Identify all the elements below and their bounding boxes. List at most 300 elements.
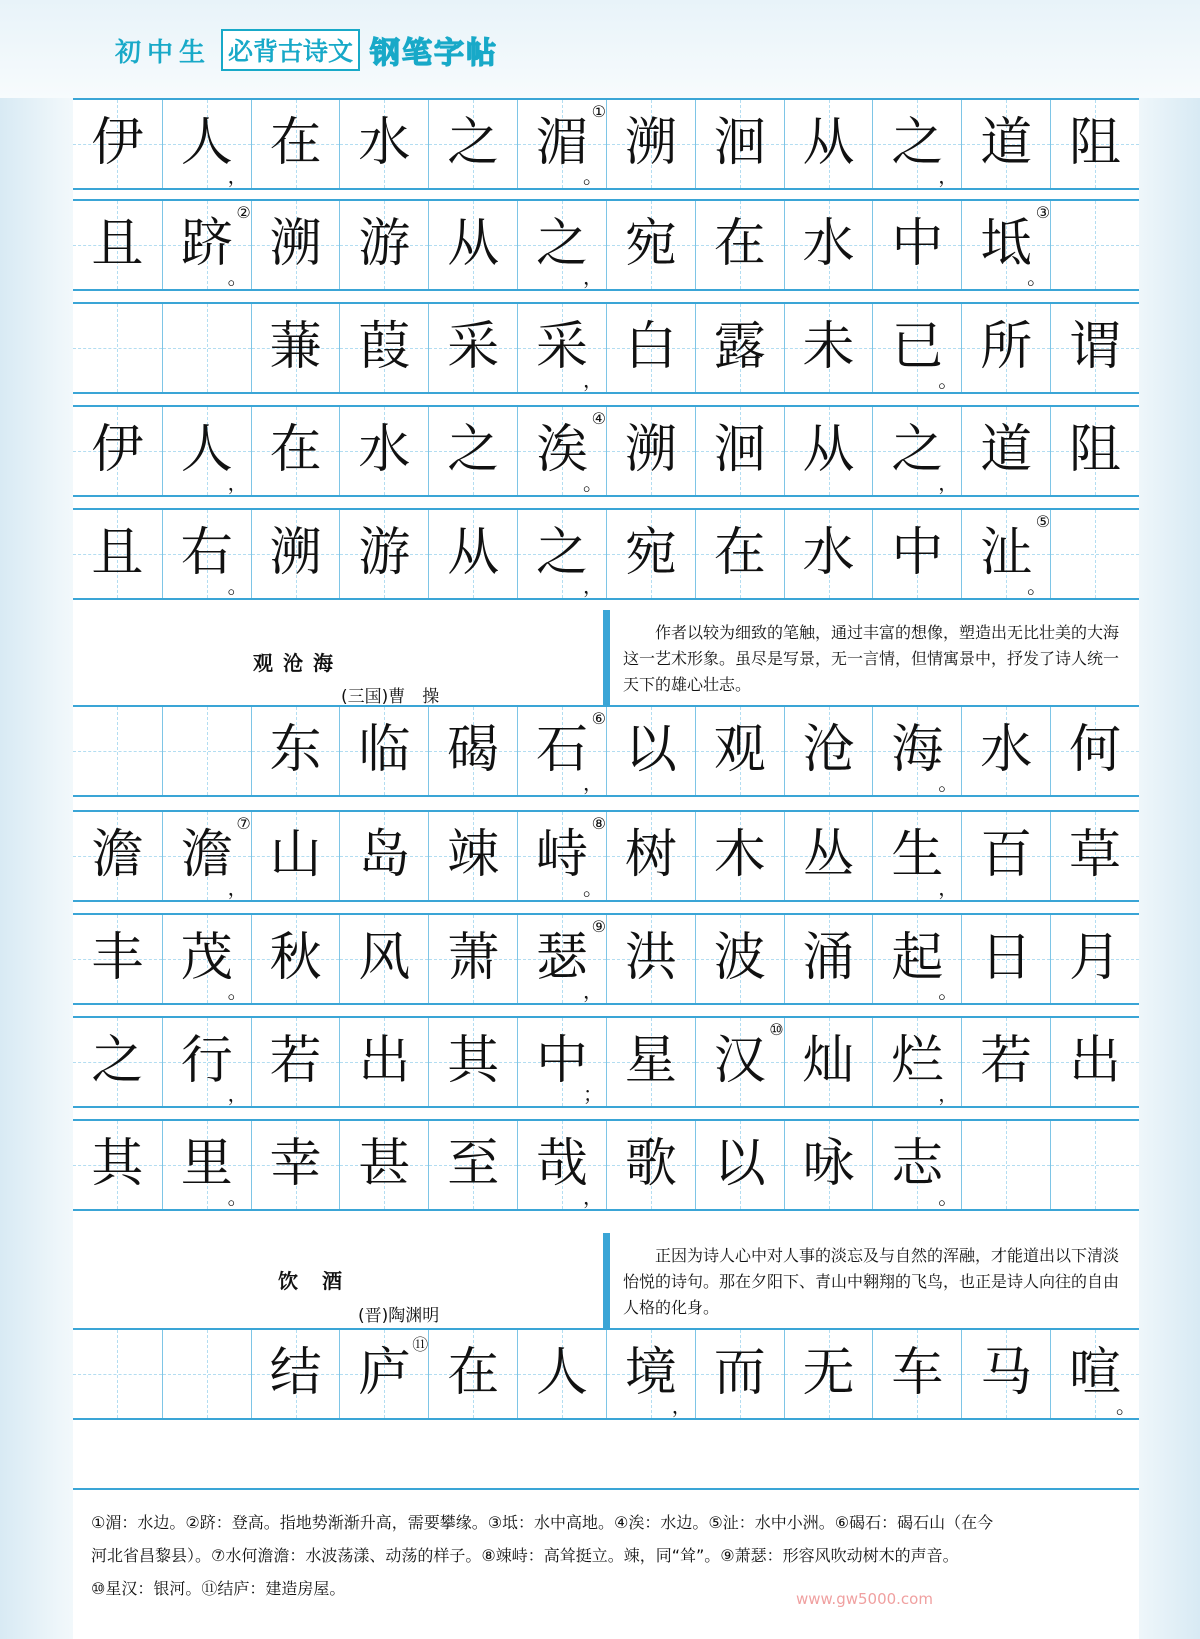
grid-cell xyxy=(606,915,695,1003)
character: 至 xyxy=(447,1134,500,1194)
grid-cell xyxy=(606,1121,695,1209)
grid-row xyxy=(73,1328,1139,1420)
character: 坻 xyxy=(980,214,1033,274)
grid-cell xyxy=(251,1018,340,1106)
grid-cell xyxy=(339,510,428,598)
grid-cell xyxy=(339,915,428,1003)
character: 出 xyxy=(358,1031,411,1091)
grid-cell xyxy=(1050,915,1139,1003)
punctuation: 。 xyxy=(582,164,603,188)
grid-cell xyxy=(428,510,517,598)
character: 露 xyxy=(713,317,766,377)
character: 水 xyxy=(358,420,411,480)
grid-cell xyxy=(517,1330,606,1418)
grid-cell xyxy=(251,707,340,795)
grid-row xyxy=(73,705,1139,797)
character: 车 xyxy=(891,1343,944,1403)
grid-cell xyxy=(73,812,162,900)
punctuation: 。 xyxy=(227,1185,248,1209)
character: 之 xyxy=(447,420,500,480)
character: 若 xyxy=(980,1031,1033,1091)
grid-row xyxy=(73,1016,1139,1108)
watermark: www.gw5000.com xyxy=(796,1590,933,1608)
grid-cell xyxy=(606,407,695,495)
character: 百 xyxy=(980,825,1033,885)
character: 无 xyxy=(802,1343,855,1403)
character: 从 xyxy=(802,420,855,480)
character: 水 xyxy=(358,113,411,173)
punctuation: ， xyxy=(227,1082,248,1106)
character: 行 xyxy=(180,1031,233,1091)
grid-cell xyxy=(428,915,517,1003)
character: 东 xyxy=(269,720,322,780)
grid-cell xyxy=(784,707,873,795)
grid-cell xyxy=(251,1330,340,1418)
punctuation: 。 xyxy=(582,471,603,495)
grid-cell xyxy=(517,407,606,495)
grid-cell xyxy=(251,915,340,1003)
character: 且 xyxy=(91,523,144,583)
grid-cell xyxy=(784,915,873,1003)
grid-cell xyxy=(73,100,162,188)
character: 歌 xyxy=(624,1134,677,1194)
grid-row xyxy=(73,98,1139,190)
character: 溯 xyxy=(624,420,677,480)
grid-cell xyxy=(961,1121,1050,1209)
grid-cell xyxy=(162,915,251,1003)
punctuation: 。 xyxy=(938,1185,959,1209)
character: 从 xyxy=(802,113,855,173)
grid-cell xyxy=(73,707,162,795)
grid-cell xyxy=(162,1330,251,1418)
note-marker: ⑧ xyxy=(591,814,606,833)
character: 哉 xyxy=(536,1134,589,1194)
character: 从 xyxy=(447,523,500,583)
grid-cell xyxy=(961,812,1050,900)
grid-cell xyxy=(784,1018,873,1106)
character: 阻 xyxy=(1069,420,1122,480)
grid-row xyxy=(73,302,1139,394)
poem3-author: (晋)陶渊明 xyxy=(358,1306,440,1326)
character: 之 xyxy=(891,113,944,173)
grid-cell xyxy=(784,510,873,598)
grid-row xyxy=(73,810,1139,902)
note-marker: ⑦ xyxy=(236,814,251,833)
character: 溯 xyxy=(624,113,677,173)
character: 未 xyxy=(802,317,855,377)
character: 在 xyxy=(269,420,322,480)
punctuation: 。 xyxy=(938,979,959,1003)
character: 沧 xyxy=(802,720,855,780)
grid-cell xyxy=(606,304,695,392)
grid-cell xyxy=(162,100,251,188)
book-title-boxed: 必背古诗文 xyxy=(221,29,360,71)
character: 蒹 xyxy=(269,317,322,377)
character: 日 xyxy=(980,928,1033,988)
grid-cell xyxy=(428,201,517,289)
character: 岛 xyxy=(358,825,411,885)
grid-cell xyxy=(339,812,428,900)
punctuation: 。 xyxy=(938,771,959,795)
character: 涌 xyxy=(802,928,855,988)
character: 澹 xyxy=(180,825,233,885)
character: 道 xyxy=(980,113,1033,173)
character: 溯 xyxy=(269,214,322,274)
character: 烂 xyxy=(891,1031,944,1091)
note-marker: ⑥ xyxy=(591,709,606,728)
grid-cell xyxy=(606,510,695,598)
character: 木 xyxy=(713,825,766,885)
note-marker: ⑨ xyxy=(591,917,606,936)
character: 咏 xyxy=(802,1134,855,1194)
grid-cell xyxy=(961,1330,1050,1418)
grid-cell xyxy=(1050,510,1139,598)
poem3-title: 饮酒 xyxy=(278,1269,366,1293)
character: 风 xyxy=(358,928,411,988)
character: 碣 xyxy=(447,720,500,780)
grid-cell xyxy=(428,407,517,495)
grid-cell xyxy=(695,1330,784,1418)
character: 人 xyxy=(536,1343,589,1403)
character: 已 xyxy=(891,317,944,377)
grid-cell xyxy=(695,1121,784,1209)
grid-cell xyxy=(428,100,517,188)
grid-cell xyxy=(162,812,251,900)
grid-cell xyxy=(251,304,340,392)
grid-cell xyxy=(784,201,873,289)
character: 澹 xyxy=(91,825,144,885)
grid-cell xyxy=(339,100,428,188)
grid-cell xyxy=(961,407,1050,495)
grid-cell xyxy=(872,304,961,392)
grid-cell xyxy=(428,1330,517,1418)
character: 洪 xyxy=(624,928,677,988)
character: 中 xyxy=(891,214,944,274)
grid-cell xyxy=(339,1330,428,1418)
grid-cell xyxy=(1050,201,1139,289)
character: 幸 xyxy=(269,1134,322,1194)
footnote-line: ①湄：水边。②跻：登高。指地势渐渐升高，需要攀缘。③坻：水中高地。④涘：水边。⑤沚：水中小洲。⑥碣石：碣石山（在今 xyxy=(91,1513,994,1532)
punctuation: ， xyxy=(938,1082,959,1106)
character: 波 xyxy=(713,928,766,988)
character: 萧 xyxy=(447,928,500,988)
punctuation: ， xyxy=(938,164,959,188)
grid-cell xyxy=(251,100,340,188)
character: 葭 xyxy=(358,317,411,377)
character: 月 xyxy=(1069,928,1122,988)
character: 游 xyxy=(358,214,411,274)
character: 结 xyxy=(269,1343,322,1403)
grid-cell xyxy=(73,1330,162,1418)
character: 涘 xyxy=(536,420,589,480)
grid-cell xyxy=(872,915,961,1003)
character: 山 xyxy=(269,825,322,885)
grid-cell xyxy=(1050,1330,1139,1418)
character: 草 xyxy=(1069,825,1122,885)
grid-cell xyxy=(606,707,695,795)
punctuation: ， xyxy=(582,1185,603,1209)
grid-cell xyxy=(162,707,251,795)
character: 树 xyxy=(624,825,677,885)
grid-cell xyxy=(1050,1121,1139,1209)
character: 在 xyxy=(447,1343,500,1403)
grid-cell xyxy=(339,707,428,795)
grid-cell xyxy=(73,510,162,598)
grid-cell xyxy=(251,1121,340,1209)
grid-cell xyxy=(162,1018,251,1106)
note-marker: ⑤ xyxy=(1035,512,1051,531)
character: 峙 xyxy=(536,825,589,885)
character: 以 xyxy=(713,1134,766,1194)
character: 石 xyxy=(536,720,589,780)
character: 之 xyxy=(891,420,944,480)
grid-cell xyxy=(1050,1018,1139,1106)
grid-row xyxy=(73,508,1139,600)
grid-row xyxy=(73,199,1139,291)
grid-cell xyxy=(517,1121,606,1209)
series-label: 初中生 xyxy=(115,37,212,68)
punctuation: ， xyxy=(227,876,248,900)
character: 水 xyxy=(802,523,855,583)
character: 在 xyxy=(713,523,766,583)
character: 马 xyxy=(980,1343,1033,1403)
grid-cell xyxy=(695,915,784,1003)
character: 之 xyxy=(536,523,589,583)
grid-cell xyxy=(73,915,162,1003)
character: 所 xyxy=(980,317,1033,377)
grid-cell xyxy=(339,1018,428,1106)
punctuation: 。 xyxy=(227,574,248,598)
character: 何 xyxy=(1069,720,1122,780)
punctuation: ， xyxy=(227,471,248,495)
character: 茂 xyxy=(180,928,233,988)
grid-cell xyxy=(428,304,517,392)
grid-cell xyxy=(784,1121,873,1209)
poem3-intro: 正因为诗人心中对人事的淡忘及与自然的浑融，才能道出以下清淡怡悦的诗句。那在夕阳下、青山中翱翔的飞鸟，也正是诗人向往的自由人格的化身。 xyxy=(623,1246,1120,1317)
character: 湄 xyxy=(536,113,589,173)
punctuation: 。 xyxy=(1115,1394,1136,1418)
character: 洄 xyxy=(713,420,766,480)
character: 庐 xyxy=(358,1343,411,1403)
punctuation: 。 xyxy=(582,876,603,900)
character: 洄 xyxy=(713,113,766,173)
punctuation: ， xyxy=(582,771,603,795)
grid-cell xyxy=(695,100,784,188)
character: 且 xyxy=(91,214,144,274)
character: 境 xyxy=(624,1343,677,1403)
punctuation: 。 xyxy=(227,979,248,1003)
note-marker: ⑩ xyxy=(769,1020,784,1039)
punctuation: ， xyxy=(582,368,603,392)
character: 阻 xyxy=(1069,113,1122,173)
character: 白 xyxy=(624,317,677,377)
grid-cell xyxy=(961,100,1050,188)
grid-cell xyxy=(1050,100,1139,188)
grid-cell xyxy=(428,707,517,795)
character: 宛 xyxy=(624,523,677,583)
character: 其 xyxy=(91,1134,144,1194)
punctuation: 。 xyxy=(1027,265,1048,289)
grid-cell xyxy=(695,304,784,392)
grid-cell xyxy=(517,304,606,392)
character: 以 xyxy=(624,720,677,780)
grid-cell xyxy=(695,812,784,900)
grid-cell xyxy=(695,707,784,795)
grid-cell xyxy=(517,510,606,598)
grid-cell xyxy=(695,510,784,598)
grid-cell xyxy=(517,100,606,188)
character: 在 xyxy=(713,214,766,274)
grid-cell xyxy=(606,100,695,188)
character: 喧 xyxy=(1069,1343,1122,1403)
grid-cell xyxy=(872,1330,961,1418)
grid-cell xyxy=(251,201,340,289)
character: 丰 xyxy=(91,928,144,988)
punctuation: ， xyxy=(582,265,603,289)
character: 之 xyxy=(91,1031,144,1091)
character: 生 xyxy=(891,825,944,885)
grid-cell xyxy=(517,1018,606,1106)
character: 出 xyxy=(1069,1031,1122,1091)
character: 里 xyxy=(180,1134,233,1194)
grid-cell xyxy=(73,1018,162,1106)
grid-cell xyxy=(73,1121,162,1209)
note-marker: ③ xyxy=(1035,203,1051,222)
grid-cell xyxy=(162,510,251,598)
character: 沚 xyxy=(980,523,1033,583)
character: 水 xyxy=(980,720,1033,780)
grid-cell xyxy=(606,201,695,289)
note-marker: ② xyxy=(236,203,251,222)
character: 之 xyxy=(447,113,500,173)
character: 在 xyxy=(269,113,322,173)
grid-cell xyxy=(872,1121,961,1209)
character: 从 xyxy=(447,214,500,274)
grid-cell xyxy=(162,201,251,289)
grid-cell xyxy=(73,304,162,392)
punctuation: ， xyxy=(582,574,603,598)
character: 海 xyxy=(891,720,944,780)
grid-row xyxy=(73,913,1139,1005)
note-marker: ⑪ xyxy=(412,1335,429,1354)
character: 伊 xyxy=(91,113,144,173)
grid-cell xyxy=(784,100,873,188)
grid-cell xyxy=(872,201,961,289)
character: 其 xyxy=(447,1031,500,1091)
poem2-heading xyxy=(73,610,1139,705)
character: 临 xyxy=(358,720,411,780)
grid-cell xyxy=(872,1018,961,1106)
punctuation: 。 xyxy=(938,368,959,392)
character: 中 xyxy=(536,1031,589,1091)
grid-cell xyxy=(162,1121,251,1209)
punctuation: ； xyxy=(582,1082,603,1106)
character: 甚 xyxy=(358,1134,411,1194)
character: 汉 xyxy=(713,1031,766,1091)
grid-cell xyxy=(428,1018,517,1106)
character: 采 xyxy=(447,317,500,377)
grid-cell xyxy=(428,1121,517,1209)
note-marker: ④ xyxy=(591,409,606,428)
punctuation: 。 xyxy=(1027,574,1048,598)
grid-cell xyxy=(784,812,873,900)
character: 中 xyxy=(891,523,944,583)
character: 起 xyxy=(891,928,944,988)
character: 志 xyxy=(891,1134,944,1194)
character: 人 xyxy=(180,420,233,480)
grid-cell xyxy=(784,304,873,392)
grid-cell xyxy=(251,510,340,598)
footnote-line: ⑩星汉：银河。⑪结庐：建造房屋。 xyxy=(91,1579,346,1598)
grid-cell xyxy=(961,915,1050,1003)
footnotes xyxy=(73,1488,1139,1639)
grid-cell xyxy=(961,201,1050,289)
character: 伊 xyxy=(91,420,144,480)
grid-cell xyxy=(428,812,517,900)
punctuation: ， xyxy=(671,1394,692,1418)
grid-cell xyxy=(251,812,340,900)
character: 若 xyxy=(269,1031,322,1091)
character: 谓 xyxy=(1069,317,1122,377)
poem3-heading xyxy=(73,1233,1139,1328)
character: 游 xyxy=(358,523,411,583)
grid-row xyxy=(73,1119,1139,1211)
grid-cell xyxy=(339,1121,428,1209)
punctuation: ， xyxy=(227,164,248,188)
grid-cell xyxy=(961,304,1050,392)
poem2-author: (三国)曹 操 xyxy=(341,687,440,707)
character: 人 xyxy=(180,113,233,173)
grid-cell xyxy=(339,304,428,392)
grid-cell xyxy=(784,1330,873,1418)
grid-cell xyxy=(162,407,251,495)
copybook-label: 钢笔字帖 xyxy=(370,36,499,71)
grid-cell xyxy=(73,201,162,289)
grid-cell xyxy=(1050,812,1139,900)
poem2-title: 观沧海 xyxy=(253,651,343,675)
character: 秋 xyxy=(269,928,322,988)
punctuation: 。 xyxy=(227,265,248,289)
character: 水 xyxy=(802,214,855,274)
footnote-line: 河北省昌黎县）。⑦水何澹澹：水波荡漾、动荡的样子。⑧竦峙：高耸挺立。竦，同“耸”。⑨萧瑟：形容风吹动树木的声音。 xyxy=(91,1546,959,1565)
page-header xyxy=(0,0,1200,98)
grid-cell xyxy=(872,812,961,900)
grid-cell xyxy=(606,1330,695,1418)
punctuation: ， xyxy=(938,471,959,495)
character: 灿 xyxy=(802,1031,855,1091)
grid-cell xyxy=(73,407,162,495)
grid-cell xyxy=(517,915,606,1003)
grid-cell xyxy=(695,407,784,495)
character: 丛 xyxy=(802,825,855,885)
note-marker: ① xyxy=(591,102,606,121)
grid-cell xyxy=(695,201,784,289)
grid-cell xyxy=(517,812,606,900)
character: 观 xyxy=(713,720,766,780)
grid-cell xyxy=(1050,407,1139,495)
character: 跻 xyxy=(180,214,233,274)
grid-cell xyxy=(606,1018,695,1106)
grid-cell xyxy=(1050,707,1139,795)
grid-row xyxy=(73,405,1139,497)
grid-cell xyxy=(872,407,961,495)
grid-cell xyxy=(162,304,251,392)
character: 瑟 xyxy=(536,928,589,988)
character: 竦 xyxy=(447,825,500,885)
character: 宛 xyxy=(624,214,677,274)
character: 道 xyxy=(980,420,1033,480)
grid-cell xyxy=(961,510,1050,598)
